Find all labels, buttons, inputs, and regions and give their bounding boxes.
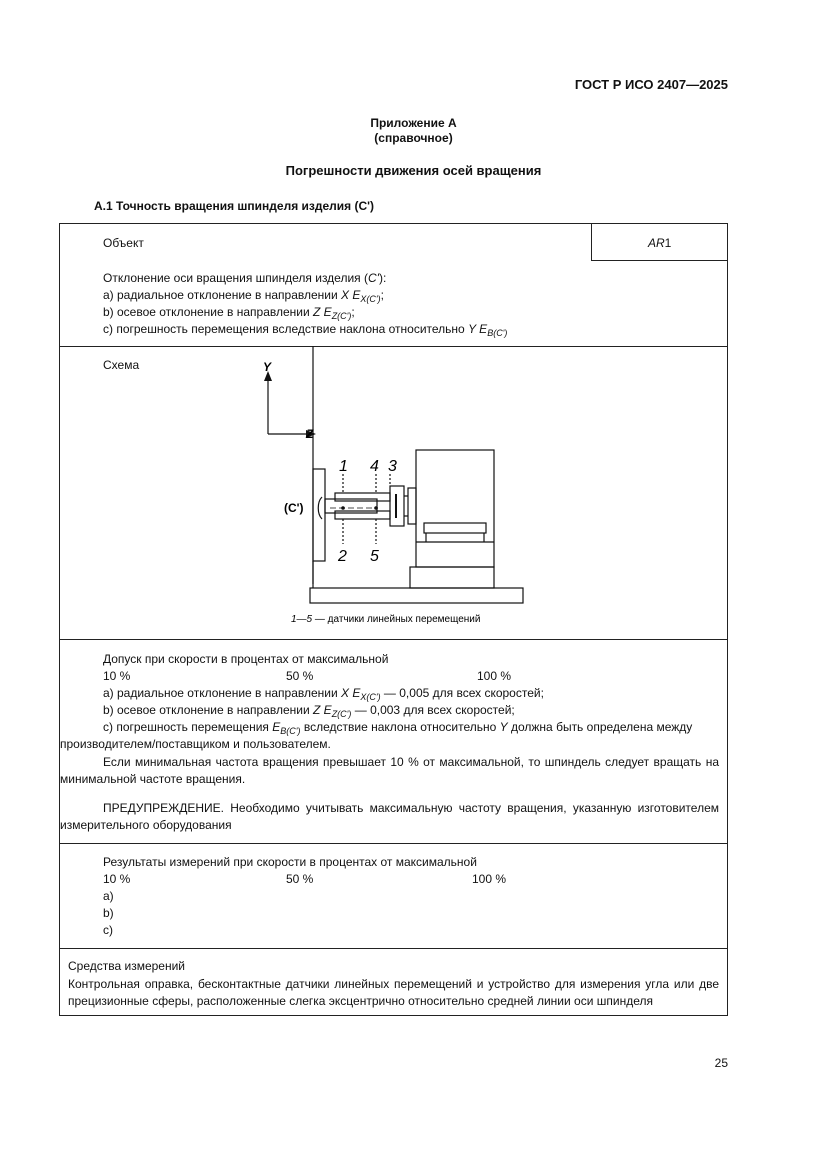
- rotation-label: (C'): [284, 501, 304, 515]
- housing-pedestal: [410, 567, 494, 588]
- row-divider-4: [60, 948, 727, 949]
- scheme-diagram: [60, 346, 727, 638]
- rotation-arc: [318, 497, 322, 519]
- page-title: Погрешности движения осей вращения: [285, 163, 542, 178]
- spindle-housing: [416, 450, 494, 567]
- results-c: c): [103, 923, 113, 937]
- deviation-intro: Отклонение оси вращения шпинделя изделия (C'):: [103, 271, 387, 285]
- sensor-bar-bottom: [335, 511, 390, 519]
- page-number: 25: [714, 1056, 728, 1070]
- section-heading: А.1 Точность вращения шпинделя изделия (C'): [94, 199, 375, 213]
- row-divider-2: [60, 639, 727, 640]
- instruments-text: Контрольная оправка, бесконтактные датчики линейных перемещений и устройство для измерения угла или две прецизионные сферы, расположенные слегка эксцентрично относительно средней линии оси шпинделя: [68, 977, 719, 1008]
- results-a: a): [103, 889, 114, 903]
- scheme-caption: 1—5 — датчики линейных перемещений: [291, 614, 481, 625]
- scheme-label: Схема: [103, 358, 140, 372]
- sensor-3-label: 3: [388, 458, 397, 475]
- sensor-4-label: 4: [370, 458, 379, 475]
- standard-header: ГОСТ Р ИСО 2407—2025: [574, 77, 728, 92]
- object-row-divider: [591, 260, 727, 261]
- tolerance-note: Если минимальная частота вращения превышает 10 % от максимальной, то шпиндель следует вращать на минимальной частоте вращения.: [60, 755, 719, 786]
- results-speed-10: 10 %: [103, 872, 131, 886]
- tolerance-a: a) радиальное отклонение в направлении X $E_{X(C')}$ — 0,005 для всех скоростей;: [103, 686, 544, 702]
- housing-flange: [408, 488, 416, 524]
- tolerance-speed-100: 100 %: [477, 669, 512, 683]
- annex-title: Приложение А: [370, 116, 457, 130]
- deviation-c: c) погрешность перемещения вследствие наклона относительно Y $E_{B(C')}$: [103, 322, 508, 338]
- sensor-2-label: 2: [338, 548, 347, 565]
- machine-bed: [310, 588, 523, 603]
- tolerance-speed-50: 50 %: [286, 669, 314, 683]
- tolerance-c: c) погрешность перемещения $E_{B(C')}$ вследствие наклона относительно Y должна быть определена между: [103, 720, 693, 736]
- annex-heading: [0, 116, 827, 146]
- sensor-1-point: [341, 506, 345, 510]
- tolerance-header: Допуск при скорости в процентах от максимальной: [103, 652, 389, 666]
- chuck-body: [296, 346, 313, 584]
- sensor-5-label: 5: [370, 548, 379, 565]
- sensor-4-point: [374, 506, 378, 510]
- tolerance-b: b) осевое отклонение в направлении Z $E_{Z(C')}$ — 0,003 для всех скоростей;: [103, 703, 515, 719]
- deviation-b: b) осевое отклонение в направлении Z $E_{Z(C')}$;: [103, 305, 355, 321]
- housing-slot: [424, 523, 486, 533]
- row-divider-3: [60, 843, 727, 844]
- object-code: AR1: [648, 236, 672, 250]
- results-speed-50: 50 %: [286, 872, 314, 886]
- results-speed-100: 100 %: [472, 872, 507, 886]
- object-label: Объект: [103, 236, 144, 250]
- sensor-bar-top: [335, 493, 390, 501]
- results-b: b): [103, 906, 114, 920]
- tolerance-speed-10: 10 %: [103, 669, 131, 683]
- results-header: Результаты измерений при скорости в процентах от максимальной: [103, 855, 477, 869]
- check-table: [59, 223, 728, 1016]
- sensor-1-label: 1: [339, 458, 348, 475]
- tolerance-warning: ПРЕДУПРЕЖДЕНИЕ. Необходимо учитывать максимальную частоту вращения, указанную изготовителем измерительного оборудования: [60, 801, 719, 832]
- axis-y-label: Y: [263, 360, 272, 374]
- instruments-label: Средства измерений: [68, 959, 186, 973]
- annex-subtitle: (справочное): [374, 131, 453, 145]
- object-cell-divider: [591, 224, 592, 261]
- tolerance-c-cont: производителем/поставщиком и пользователем.: [60, 737, 331, 751]
- deviation-a: a) радиальное отклонение в направлении X $E_{X(C')}$;: [103, 288, 384, 304]
- axis-z-label: Z: [306, 427, 314, 441]
